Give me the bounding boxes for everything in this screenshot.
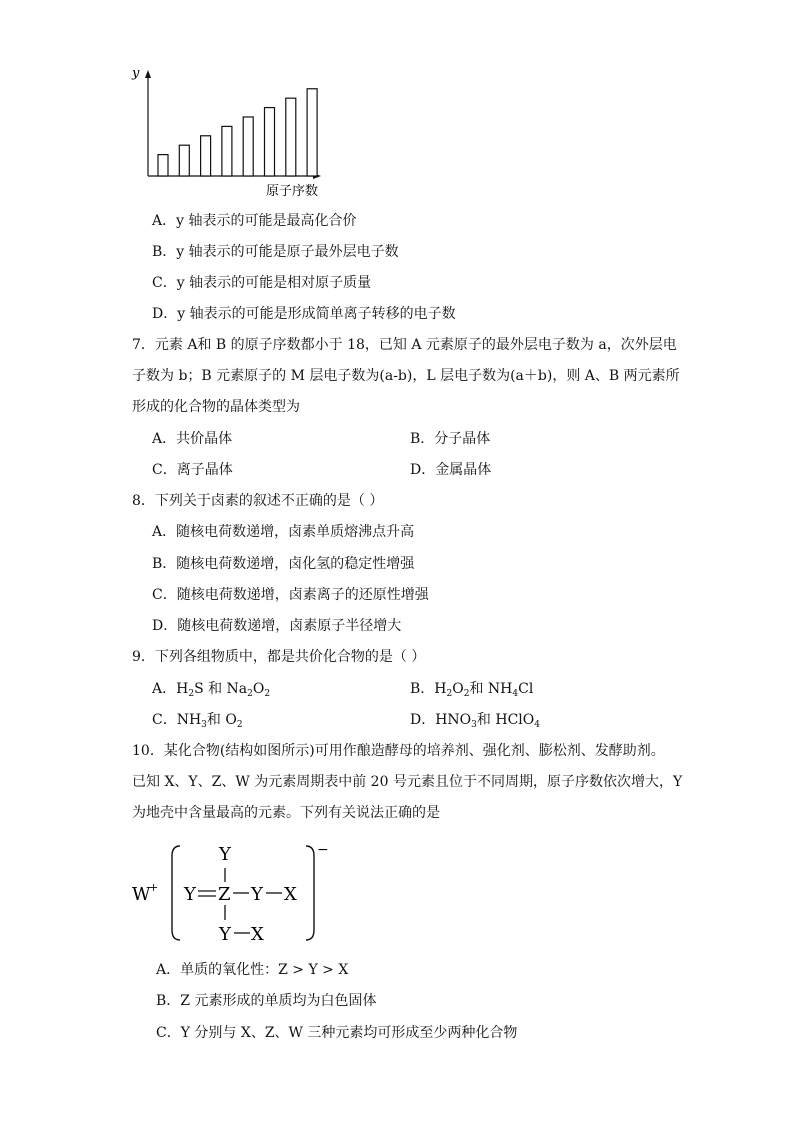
q8-option-c: C．随核电荷数递增，卤素离子的还原性增强	[152, 587, 429, 603]
q7-option-a: A．共价晶体	[152, 431, 233, 447]
q10-stem-line-2: 已知 X、Y、Z、W 为元素周期表中前 20 号元素且位于不同周期，原子序数依次增大，Y	[132, 774, 683, 790]
bar-chart	[128, 64, 338, 204]
q9-option-a: A．$H_2S$ 和 $Na_2O_2$	[152, 681, 271, 699]
q7-stem-line-2: 子数为 b；B 元素原子的 M 层电子数为(a-b)，L 层电子数为(a＋b)，则 A、B 两元素所	[132, 368, 680, 384]
q8-stem: 8．下列关于卤素的叙述不正确的是（ ）	[132, 493, 384, 509]
q10-stem-line-1: 10．某化合物(结构如图所示)可用作酿造酵母的培养剂、强化剂、膨松剂、发酵助剂。	[132, 743, 665, 759]
bar-8	[307, 89, 317, 176]
q7-stem-line-3: 形成的化合物的晶体类型为	[132, 399, 300, 415]
q9-stem: 9．下列各组物质中，都是共价化合物的是（ ）	[132, 649, 426, 665]
cation-w: W	[132, 884, 151, 905]
atom-y-left: Y	[184, 884, 196, 905]
atom-y-bottom: Y	[219, 924, 231, 945]
q8-option-b: B．随核电荷数递增，卤化氢的稳定性增强	[152, 556, 415, 572]
structure-diagram	[128, 838, 348, 948]
q6-option-b: B．y 轴表示的可能是原子最外层电子数	[152, 244, 399, 260]
q7-option-b: B．分子晶体	[410, 431, 491, 447]
q10-option-b: B．Z 元素形成的单质均为白色固体	[156, 993, 377, 1009]
atom-x-bottom: X	[251, 924, 264, 945]
bracket-right	[306, 846, 314, 940]
bar-5	[243, 117, 253, 176]
cation-charge: +	[149, 881, 159, 894]
q10-option-c: C．Y 分别与 X、Z、W 三种元素均可形成至少两种化合物	[156, 1025, 518, 1041]
atom-y-top: Y	[219, 844, 231, 865]
q7-option-d: D．金属晶体	[410, 462, 492, 478]
atom-x-right: X	[284, 884, 297, 905]
q6-option-c: C．y 轴表示的可能是相对原子质量	[152, 275, 372, 291]
bar-4	[222, 126, 232, 176]
bar-7	[286, 98, 296, 176]
bracket-left	[172, 846, 180, 940]
y-axis-arrow	[145, 70, 151, 78]
bar-6	[265, 108, 275, 176]
q7-option-c: C．离子晶体	[152, 462, 233, 478]
q9-option-c: C．$NH_3$和 $O_2$	[152, 712, 243, 730]
anion-charge: −	[317, 842, 329, 858]
bar-1	[158, 155, 168, 176]
y-axis-label: y	[132, 66, 140, 81]
atom-z-center: Z	[218, 884, 231, 905]
bar-3	[201, 136, 211, 176]
q8-option-d: D．随核电荷数递增，卤素原子半径增大	[152, 618, 402, 634]
x-axis-label: 原子序数	[266, 184, 319, 199]
q7-stem-line-1: 7．元素 A和 B 的原子序数都小于 18，已知 A 元素原子的最外层电子数为 a，次外层电	[132, 337, 677, 353]
q9-option-b: B．$H_2O_2$和 $NH_4Cl$	[410, 681, 534, 699]
atom-y-right: Y	[251, 884, 263, 905]
q6-option-a: A．y 轴表示的可能是最高化合价	[152, 213, 357, 229]
q6-option-d: D．y 轴表示的可能是形成简单离子转移的电子数	[152, 306, 456, 322]
q10-option-a: A．单质的氧化性：Z > Y > X	[156, 962, 349, 978]
q9-option-d: D．$HNO_3$和 HClO$_4$	[410, 712, 540, 730]
bar-2	[179, 145, 189, 176]
q8-option-a: A．随核电荷数递增，卤素单质熔沸点升高	[152, 524, 415, 540]
q10-stem-line-3: 为地壳中含量最高的元素。下列有关说法正确的是	[132, 805, 440, 821]
